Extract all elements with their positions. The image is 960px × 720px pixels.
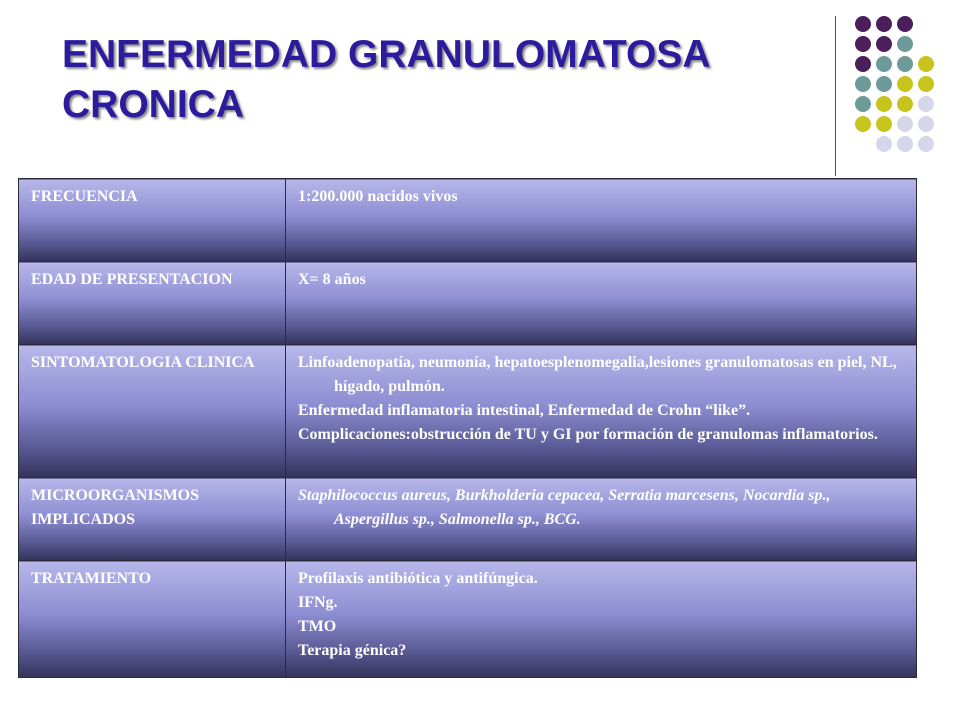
row-value	[286, 478, 917, 561]
row-label: FRECUENCIA	[19, 179, 286, 262]
table-row-tratamiento	[19, 561, 917, 678]
decorative-dot	[897, 136, 913, 152]
decorative-dot	[918, 96, 934, 112]
row-value-line: Complicaciones:obstrucción de TU y GI por formación de granulomas inflamatorios.	[298, 426, 878, 443]
table-row-edad	[19, 262, 917, 345]
row-value-line: Enfermedad inflamatoria intestinal, Enfermedad de Crohn “like”.	[298, 402, 751, 419]
slide-title: ENFERMEDAD GRANULOMATOSA CRONICA	[62, 33, 710, 126]
decorative-dot	[855, 96, 871, 112]
decorative-dot	[897, 116, 913, 132]
decorative-dot	[876, 76, 892, 92]
row-value	[286, 262, 917, 345]
row-value-line: 1:200.000 nacidos vivos	[298, 188, 458, 205]
row-value-line: X= 8 años	[298, 271, 366, 288]
decorative-dot	[876, 96, 892, 112]
row-value-line: TMO	[298, 618, 337, 635]
decorative-dot	[897, 36, 913, 52]
row-value-line: Profilaxis antibiótica y antifúngica.	[298, 570, 538, 587]
row-label: EDAD DE PRESENTACION	[19, 262, 286, 345]
row-value-line: Staphilococcus aureus, Burkholderia cepacea, Serratia marcesens, Nocardia sp., Aspergillus sp., Salmonella sp., BCG.	[298, 487, 831, 528]
decorative-dot	[918, 76, 934, 92]
decorative-dot	[897, 56, 913, 72]
decorative-dot	[876, 56, 892, 72]
decorative-dot	[855, 116, 871, 132]
decorative-dot	[876, 116, 892, 132]
row-label: SINTOMATOLOGIA CLINICA	[19, 345, 286, 478]
decorative-dot	[855, 36, 871, 52]
table-row-sintomatologia	[19, 345, 917, 478]
row-value	[286, 179, 917, 262]
decorative-dot	[855, 16, 871, 32]
decorative-dot	[855, 76, 871, 92]
row-value-line: Terapia génica?	[298, 642, 407, 659]
decorative-dot	[897, 76, 913, 92]
decorative-dot	[876, 16, 892, 32]
row-value	[286, 345, 917, 478]
decorative-dot	[897, 96, 913, 112]
decorative-dot-grid	[0, 0, 960, 170]
decorative-dot	[855, 56, 871, 72]
info-table	[18, 178, 917, 678]
row-value-line: Linfoadenopatía, neumonía, hepatoesplenomegalia,lesiones granulomatosas en piel, NL, hígado, pulmón.	[298, 354, 897, 395]
decorative-dot	[897, 16, 913, 32]
decorative-dot	[918, 116, 934, 132]
row-value	[286, 561, 917, 678]
row-label: TRATAMIENTO	[19, 561, 286, 678]
decorative-dot	[918, 56, 934, 72]
row-value-line: IFNg.	[298, 594, 338, 611]
table-row-frecuencia	[19, 179, 917, 262]
table-row-microorganismos	[19, 478, 917, 561]
decorative-dot	[918, 136, 934, 152]
decorative-dot	[876, 36, 892, 52]
row-label: MICROORGANISMOS IMPLICADOS	[19, 478, 286, 561]
decorative-dot	[876, 136, 892, 152]
